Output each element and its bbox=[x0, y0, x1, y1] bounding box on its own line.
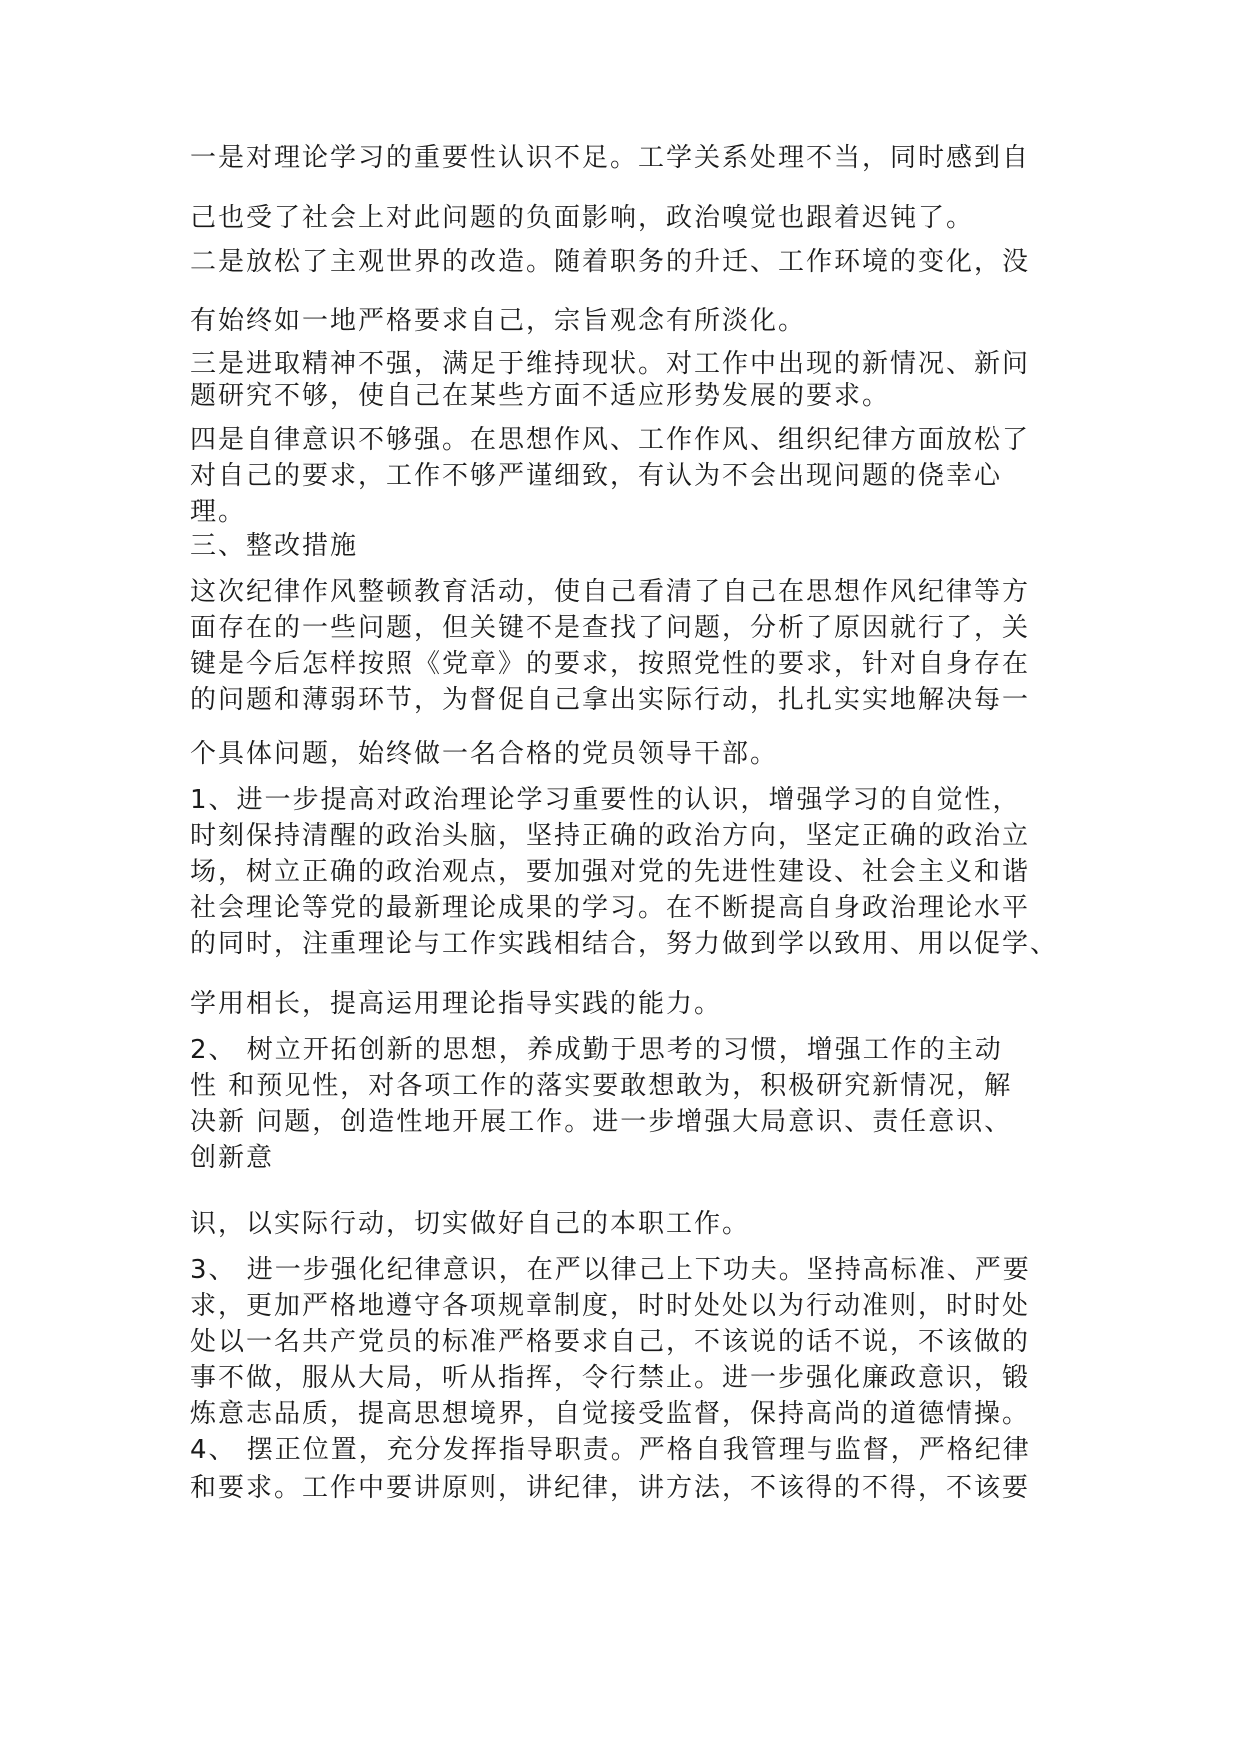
paragraph bbox=[190, 1032, 1070, 1176]
text-line: 题研究不够，使自己在某些方面不适应形势发展的要求。 bbox=[190, 381, 891, 411]
paragraph bbox=[190, 736, 1070, 772]
text-line: 这次纪律作风整顿教育活动，使自己看清了自己在思想作风纪律等方 bbox=[190, 577, 1031, 607]
paragraph bbox=[190, 1206, 1070, 1242]
text-line: 的问题和薄弱环节，为督促自己拿出实际行动，扎扎实实地解决每一 bbox=[190, 685, 1031, 715]
paragraph bbox=[190, 574, 1070, 718]
text-line: 面存在的一些问题，但关键不是查找了问题，分析了原因就行了，关 bbox=[190, 613, 1031, 643]
text-line: 对自己的要求，工作不够严谨细致，有认为不会出现问题的侥幸心 bbox=[190, 461, 1003, 491]
text-line: 2、 树立开拓创新的思想，养成勤于思考的习惯，增强工作的主动 bbox=[190, 1035, 1003, 1065]
text-line: 理。 bbox=[190, 497, 247, 527]
text-line: 三是进取精神不强，满足于维持现状。对工作中出现的新情况、新问 bbox=[190, 349, 1031, 379]
paragraph bbox=[190, 348, 1070, 412]
text-line: 一是对理论学习的重要性认识不足。工学关系处理不当，同时感到自 bbox=[190, 143, 1031, 173]
text-line: 个具体问题，始终做一名合格的党员领导干部。 bbox=[190, 739, 779, 769]
paragraph bbox=[190, 244, 1070, 280]
text-line: 时刻保持清醒的政治头脑，坚持正确的政治方向，坚定正确的政治立 bbox=[190, 821, 1031, 851]
text-line: 识，以实际行动，切实做好自己的本职工作。 bbox=[190, 1209, 751, 1239]
text-line: 键是今后怎样按照《党章》的要求，按照党性的要求，针对自身存在 bbox=[190, 649, 1031, 679]
text-line: 学用相长，提高运用理论指导实践的能力。 bbox=[190, 989, 723, 1019]
text-line: 事不做，服从大局，听从指挥，令行禁止。进一步强化廉政意识，锻 bbox=[190, 1363, 1031, 1393]
text-line: 和要求。工作中要讲原则，讲纪律，讲方法，不该得的不得，不该要 bbox=[190, 1473, 1031, 1503]
text-line: 己也受了社会上对此问题的负面影响，政治嗅觉也跟着迟钝了。 bbox=[190, 203, 975, 233]
text-line: 1、进一步提高对政治理论学习重要性的认识，增强学习的自觉性， bbox=[190, 785, 1021, 815]
text-line: 的同时，注重理论与工作实践相结合，努力做到学以致用、用以促学、 bbox=[190, 929, 1059, 959]
text-line: 场，树立正确的政治观点，要加强对党的先进性建设、社会主义和谐 bbox=[190, 857, 1031, 887]
text-line: 决新 问题，创造性地开展工作。进一步增强大局意识、责任意识、 bbox=[190, 1107, 1013, 1137]
paragraph bbox=[190, 200, 1070, 236]
text-line: 处以一名共产党员的标准严格要求自己，不该说的话不说，不该做的 bbox=[190, 1327, 1031, 1357]
text-line: 性 和预见性，对各项工作的落实要敢想敢为，积极研究新情况，解 bbox=[190, 1071, 1013, 1101]
text-line: 4、 摆正位置，充分发挥指导职责。严格自我管理与监督，严格纪律 bbox=[190, 1435, 1031, 1465]
text-line: 有始终如一地严格要求自己，宗旨观念有所淡化。 bbox=[190, 306, 807, 336]
section-heading bbox=[190, 528, 1070, 564]
text-line: 创新意 bbox=[190, 1143, 275, 1173]
paragraph bbox=[190, 782, 1070, 962]
text-line: 三、整改措施 bbox=[190, 531, 359, 561]
paragraph bbox=[190, 140, 1070, 176]
paragraph bbox=[190, 303, 1070, 339]
text-line: 社会理论等党的最新理论成果的学习。在不断提高自身政治理论水平 bbox=[190, 893, 1031, 923]
paragraph bbox=[190, 1470, 1070, 1506]
paragraph bbox=[190, 422, 1070, 530]
text-line: 3、 进一步强化纪律意识，在严以律己上下功夫。坚持高标准、严要 bbox=[190, 1255, 1031, 1285]
text-line: 二是放松了主观世界的改造。随着职务的升迁、工作环境的变化，没 bbox=[190, 247, 1031, 277]
text-line: 炼意志品质，提高思想境界，自觉接受监督，保持高尚的道德情操。 bbox=[190, 1399, 1031, 1429]
text-line: 求，更加严格地遵守各项规章制度，时时处处以为行动准则，时时处 bbox=[190, 1291, 1031, 1321]
paragraph bbox=[190, 986, 1070, 1022]
text-line: 四是自律意识不够强。在思想作风、工作作风、组织纪律方面放松了 bbox=[190, 425, 1031, 455]
paragraph bbox=[190, 1252, 1070, 1468]
